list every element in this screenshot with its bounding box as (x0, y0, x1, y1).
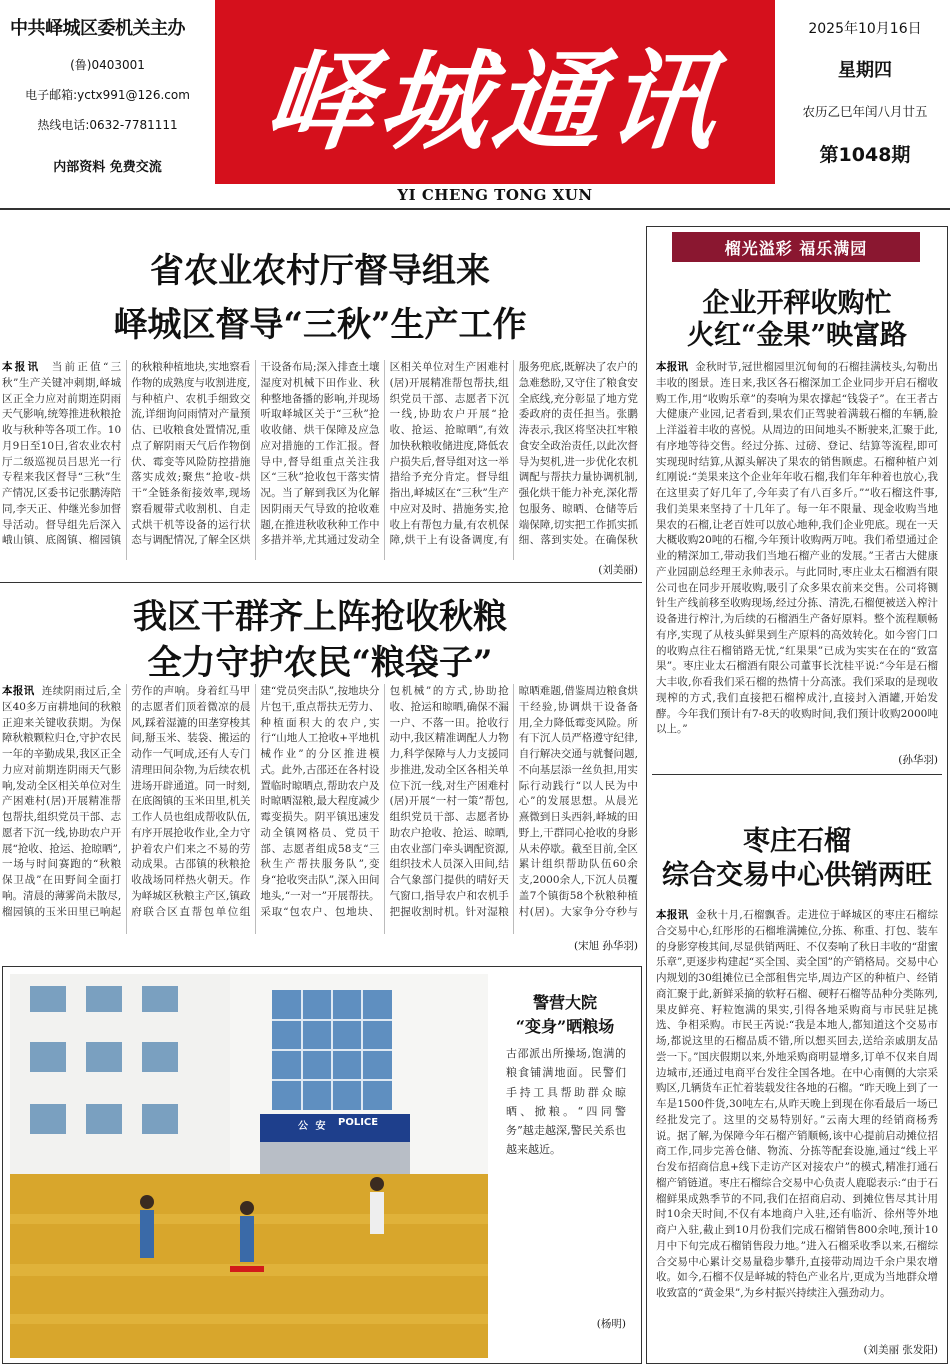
article4-headline-2: 综合交易中心供销两旺 (662, 860, 932, 891)
date: 2025年10月16日 (808, 21, 922, 37)
article2-text: 连续阴雨过后,全区40多万亩耕地间的秋粮正迎来关键收获期。为保障秋粮颗粒归仓,守护农民一年的辛勤成果,我区正全力应对前期连阴雨天气影响,发动全区相关单位对生产困难村(居)开展精准帮包帮扶,组织党员干部、志愿者下沉一线,协助农户开展“抢收、抢运、抢晾晒”,一场与时间赛跑的“秋粮保卫战”在田野间全面打响。清晨的薄雾尚未散尽,榴园镇的玉米田里已响起劳作的声响。身着红马甲的志愿者们顶着微凉的晨风,踩着湿漉的田垄穿梭其间,掰玉米、装袋、搬运的动作一气呵成,还有人专门清理田间杂物,为后续农机进场开辟通道。同一时刻,在底阁镇的玉米田里,机关工作人员也组成帮收队伍,有序开展抢收作业,全力守护着农户们来之不易的劳动成果。古邵镇的秋粮抢收战场同样热火朝天。作为峄城区秋粮主产区,镇政府联合区直帮包单位组建“党员突击队”,按地块分片包干,重点帮扶无劳力、种植面积大的农户,实行“山地人工抢收+平地机械作业”的分区推进模式。此外,古邵还在各村设置临时晾晒点,帮助农户及时晾晒湿粮,最大程度减少霉变损失。阴平镇迅速发动全镇网格员、党员干部、志愿者组成58支“三秋生产帮扶服务队”,变身“抢收突击队”,深入田间地头,“一对一”开展帮扶。采取“包农户、包地块、包机械”的方式,协助抢收、抢运和晾晒,确保不漏一户、不落一田。抢收行动中,我区精准调配人力物力,科学保障与人力支援同步推进,发动全区各相关单位下沉一线,对生产困难村(居)开展“一村一策”帮包,组织党员干部、志愿者协助农户抢收、抢运、晾晒,由农业部门牵头调配资源,组织技术人员深入田间,结合气象部门提供的晴好天气窗口,指导农户和农机手把握收割时机。针对湿粮晾晒难题,借鉴周边粮食烘干经验,协调烘干设备备用,全力降低霉变风险。所有下沉人员严格遵守纪律,自行解决交通与就餐问题,不向基层添一丝负担,用实际行动践行“以人民为中心”的发展思想。从晨光熹微到日头西斜,峄城的田野上,干群同心抢收的身影从未停歇。截至目前,全区累计组织帮助队伍60余支,2000余人,下沉人员覆盖7个镇街58个秋粮种植村(居)。大家争分夺秒与 (2, 685, 638, 918)
article4-headline-1: 枣庄石榴 (743, 826, 851, 857)
internal-note: 内部资料 免费交流 (53, 160, 162, 175)
article1-headline-2: 峄城区督导“三秋”生产工作 (113, 305, 527, 345)
article4-lead: 本报讯 (656, 909, 689, 921)
article3-body (656, 360, 938, 752)
newspaper-title-box (215, 0, 775, 184)
title-pinyin: YI CHENG TONG XUN (397, 186, 593, 204)
article3-byline: (孙华羽) (898, 754, 938, 766)
newspaper-title: 峄城通讯 (259, 38, 729, 165)
banner (672, 232, 920, 262)
organizer: 中共峄城区委机关主办 (10, 18, 185, 39)
article3-text: 金秋时节,冠世榴园里沉甸甸的石榴挂满枝头,勾勒出丰收的图景。连日来,我区各石榴深加工企业同步开启石榴收购工作,用“收购乐章”的奏响为果农撑起“钱袋子”。在王者古大健康产业园,记者看到,果农们正驾驶着满载石榴的车辆,脸上洋溢着丰收的喜悦。从周边的田间地头不断驶来,汇聚于此,有序地等待交售。经过分拣、过磅、登记、结算等流程,即可实现现时结算,从源头解决了果农的销售顾虑。石榴种植户刘红刚说:“美果来这个企业年年收石榴,我们年年种着也放心,我在这里卖了好几年了,今年卖了有八百多斤。”“收石榴这件事,我们美果来坚持了十几年了。每一年不限量、现金收购当地果农的石榴,让老百姓可以放心地种,我们企业兜底。现在一天大概收购20吨的石榴,今年预计收购两万吨。我们希望通过企业的精深加工,带动我们当地石榴产业的发展。”王者古大健康产业园副总经理王永帅表示。与此同时,枣庄业太石榴酒有限公司也在同步开展收购,吸引了众多果农前来交售。公司将铡针生产线前移至收购现场,经过分拣、清洗,石榴便被送入榨汁设备进行榨汁,为后续的石榴酒生产备好原料。整个流程顺畅有序,实现了从枝头鲜果到生产原料的高效转化。如今窖门口的收购点往石榴销路无忧,“红果果”已成为实实在在的“致富果”。枣庄业太石榴酒有限公司董事长沈桂平说:“今年是石榴大丰收,你看我们采石榴的热情十分高涨。我们采取的是现收现榨的方式,我们直接把石榴榨成汁,直接封入酒罐,开始发酵。今年我们预计有7-8天的收购时间,我们预计收购2000吨以上。” (656, 361, 938, 736)
police-sign-text: 公 安 (298, 1121, 328, 1132)
article4-text: 金秋十月,石榴飘香。走进位于峄城区的枣庄石榴综合交易中心,红彤彤的石榴堆满摊位,分拣、称重、打包、装车的身影穿梭其间,尽显供销两旺、不仅奏响了秋日丰收的“甜蜜乐章”,更逐步构建起“买全国、卖全国”的产销格局。交易中心内规划的30组摊位已全部租售完毕,周边产区的种植户、经销商汇聚于此,新鲜采摘的软籽石榴、硬籽石榴等品种分类陈列,果皮鲜亮、籽粒饱满的果实,引得各地采购商与市民驻足挑选、争相采购。市民王芮说:“我是本地人,都知道这个交易市场,都说这里的石榴品质不错,所以想买回去,送给亲戚朋友品尝一下。”国庆假期以来,外地采购商明显增多,订单不仅来自周边城市,还通过电商平台发往全国各地。在中心南侧的大宗采购区,几辆货车正忙着装载发往各地的石榴。“昨天晚上到了一车是1500件货,30吨左右,从昨天晚上到现在你看最后一场已经批发完了。这里的交易特别好。”云南大理的经销商杨秀说。据了解,为保障今年石榴产销顺畅,该中心提前启动摊位招商工作,同步完善仓储、物流、分拣等配套设施,通过“线上平台发布招商信息+线下走访产区对接农户”的模式,精准打通石榴产销链道。枣庄石榴综合交易中心负责人鹿聪表示:“由于石榴鲜果成熟季节的不同,我们在招商启动、到摊位售尽其计用时10余天时间,不仅有本地商户入驻,还有临沂、徐州等外地商户入驻,截止到10月份我们完成石榴销售800余吨,预计10月中下旬完成石榴销售段力地。”进入石榴采收季以来,石榴综合交易中心累计交易量稳步攀升,直接带动周边千余户果农增收。如今,石榴不仅是峄城的特色产业名片,更成为当地群众增收致富的“黄金果”,为乡村振兴持续注入强劲动力。 (656, 909, 938, 1299)
article2-headline-1: 我区干群齐上阵抢收秋粮 (133, 597, 507, 637)
photo-caption-body: 古邵派出所操场,饱满的粮食铺满地面。民警们手持工具帮助群众晾晒、掀粮。“四同警务”越走越深,警民关系也越来越近。 (506, 1047, 626, 1157)
photo-caption-title-2: “变身”晒粮场 (515, 1017, 615, 1036)
article3-lead: 本报讯 (656, 361, 689, 373)
article1-lead: 本报讯 (2, 361, 41, 373)
divider (0, 582, 642, 583)
registration-code: (鲁)0403001 (70, 58, 145, 72)
news-photo (10, 974, 488, 1358)
article2-headline-2: 全力守护农民“粮袋子” (147, 643, 493, 683)
weekday: 星期四 (838, 60, 892, 81)
article2-body (2, 684, 638, 934)
email: 电子邮箱:yctx991@126.com (25, 88, 190, 102)
banner-text: 榴光溢彩 福乐满园 (724, 238, 868, 258)
hotline: 热线电话:0632-7781111 (37, 118, 178, 132)
masthead-rule (0, 208, 950, 210)
article1-byline: (刘美丽) (598, 564, 638, 576)
article2-byline: (宋旭 孙华羽) (573, 940, 638, 952)
issue-number: 第1048期 (819, 144, 911, 166)
article1-headline-1: 省农业农村厅督导组来 (150, 251, 490, 291)
article1-text: 当前正值“三秋”生产关键冲刺期,峄城区正全力应对前期连阴雨天气影响,统筹推进秋粮抢收与秋种等各项工作。10月9日至10日,省农业农村厅二级巡视员吕思光一行专程来我区督导“三秋”生产情况,区委书记张鹏涛陪同,李天正、仲继光参加督导活动。督导组先后深入峨山镇、底阁镇、榴园镇的秋粮种植地块,实地察看作物的成熟度与收割进度,与种植户、农机手细致交流,详细询问雨情对产量预估、已收粮食处置情况,重点了解阴雨天气后作物倒伏、霉变等风险防控措施落实成效;聚焦“抢收-烘干”全链条衔接效率,现场察看履带式收割机、自走式烘干机等设备的运行状态与调配情况,了解全区烘干设备布局;深入排查土壤湿度对机械下田作业、秋种整地备播的影响,并现场听取峄城区关于“三秋”抢收收储、烘干保障及应急应对措施的工作汇报。督导中,督导组重点关注我区“三秋”抢收包干落实情况。当了解到我区为化解因阴雨天气导致的抢收难题,在推进秋收秋种工作中多措并举,尤其通过发动全区相关单位对生产困难村(居)开展精准帮包帮扶,组织党员干部、志愿者下沉一线,协助农户开展“抢收、抢运、抢晾晒”,有效加快秋粮收储进度,降低农户损失后,督导组对这一举措给予充分肯定。督导组指出,峄城区在“三秋”生产中应对及时、措施务实,抢收上有帮包力量,有农机保障,烘干上有设备调度,有服务兜底,既解决了农户的急难愁盼,又守住了粮食安全底线,充分彰显了地方党委政府的责任担当。张鹏涛表示,我区将坚决扛牢粮食安全政治责任,以此次督导为契机,进一步优化农机调配与帮扶力量协调机制,强化烘干能力补充,深化帮包服务、晾晒、仓储等后端保障,切实把工作抓实抓细、落到实处。在确保秋 (2, 361, 638, 547)
police-sign-english: POLICE (338, 1117, 379, 1128)
article1-body (2, 360, 638, 560)
divider (652, 774, 942, 775)
photo-caption-title-1: 警营大院 (532, 993, 597, 1012)
article2-lead: 本报讯 (2, 685, 35, 697)
photo-byline: (杨明) (596, 1318, 626, 1330)
article3-headline-2: 火红“金果”映富路 (686, 320, 908, 351)
lunar-date: 农历乙巳年闰八月廿五 (802, 104, 928, 119)
article3-headline-1: 企业开秤收购忙 (702, 288, 892, 319)
article4-body (656, 908, 938, 1340)
article4-byline: (刘美丽 张发阳) (863, 1344, 938, 1356)
